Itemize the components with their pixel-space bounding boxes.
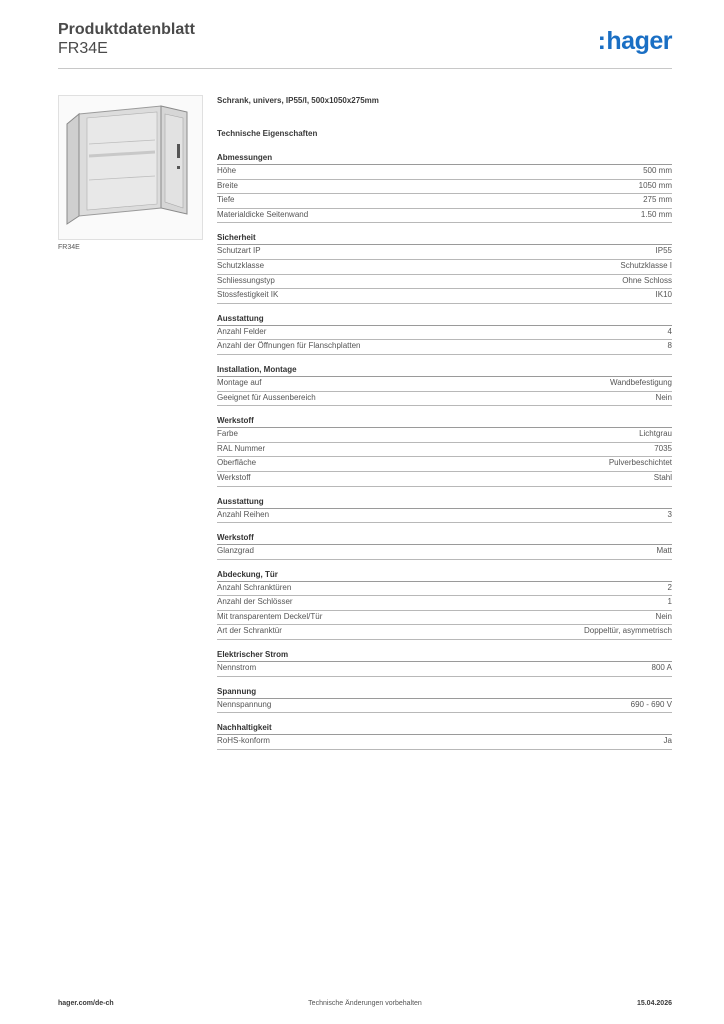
spec-value: 1050 mm (638, 180, 672, 190)
spec-row (217, 662, 672, 677)
spec-section (217, 233, 672, 303)
spec-value: Matt (656, 546, 672, 556)
cabinet-illustration (59, 96, 202, 239)
spec-row (217, 275, 672, 290)
spec-value: IP55 (655, 246, 672, 256)
spec-row (217, 457, 672, 472)
section-title: Abdeckung, Tür (217, 570, 672, 582)
spec-row (217, 596, 672, 611)
spec-value: 1.50 mm (640, 209, 672, 219)
spec-label: Breite (217, 180, 238, 190)
spec-row (217, 735, 672, 750)
tech-properties-title: Technische Eigenschaften (217, 129, 318, 138)
spec-label: Mit transparentem Deckel/Tür (217, 611, 323, 621)
spec-value: 1 (667, 597, 672, 607)
footer-date: 15.04.2026 (636, 1000, 672, 1007)
spec-section (217, 416, 672, 486)
spec-value: 500 mm (643, 166, 672, 175)
product-code: FR34E (58, 40, 108, 57)
spec-section (217, 153, 672, 223)
section-title: Werkstoff (217, 416, 672, 428)
spec-value: Nein (655, 392, 672, 402)
spec-section (217, 650, 672, 677)
spec-label: RAL Nummer (217, 443, 266, 453)
product-image (58, 95, 203, 240)
page-header (58, 20, 672, 69)
document-title: Produktdatenblatt (58, 21, 195, 38)
spec-section (217, 687, 672, 714)
spec-value: Lichtgrau (639, 429, 672, 439)
spec-row (217, 509, 672, 524)
spec-label: Anzahl Reihen (217, 509, 270, 519)
spec-label: Nennspannung (217, 699, 272, 709)
spec-value: 3 (667, 509, 672, 519)
spec-row (217, 165, 672, 180)
spec-row (217, 472, 672, 487)
spec-label: Geeignet für Aussenbereich (217, 392, 316, 402)
spec-label: Schliessungstyp (217, 275, 275, 285)
spec-row (217, 428, 672, 443)
footer-notice: Technische Änderungen vorbehalten (308, 1000, 422, 1007)
spec-label: RoHS-konform (217, 736, 270, 746)
spec-row (217, 289, 672, 304)
section-title: Elektrischer Strom (217, 650, 672, 662)
spec-label: Anzahl der Schlösser (217, 597, 293, 607)
spec-row (217, 377, 672, 392)
product-description: Schrank, univers, IP55/I, 500x1050x275mm (217, 96, 379, 105)
spec-row (217, 699, 672, 714)
spec-value: Schutzklasse I (620, 260, 672, 270)
spec-section (217, 497, 672, 524)
spec-row (217, 260, 672, 275)
spec-row (217, 194, 672, 209)
section-title: Ausstattung (217, 497, 672, 509)
spec-label: Glanzgrad (217, 546, 254, 556)
spec-value: Pulverbeschichtet (608, 458, 672, 468)
spec-label: Werkstoff (217, 472, 251, 482)
spec-sections (217, 153, 672, 750)
spec-label: Tiefe (217, 195, 235, 205)
spec-section (217, 365, 672, 406)
spec-value: Stahl (653, 472, 672, 482)
spec-content (217, 96, 672, 750)
spec-row (217, 209, 672, 224)
section-title: Sicherheit (217, 233, 672, 245)
spec-label: Anzahl der Öffnungen für Flanschplatten (217, 341, 361, 351)
spec-value: 275 mm (643, 195, 672, 205)
spec-row (217, 545, 672, 560)
spec-label: Montage auf (217, 377, 262, 387)
spec-label: Oberfläche (217, 458, 257, 468)
spec-row (217, 392, 672, 407)
section-title: Installation, Montage (217, 365, 672, 377)
spec-row (217, 625, 672, 640)
spec-label: Materialdicke Seitenwand (217, 209, 309, 219)
section-title: Ausstattung (217, 314, 672, 326)
spec-value: Wandbefestigung (610, 377, 672, 387)
spec-label: Nennstrom (217, 663, 257, 673)
logo-text: hager (606, 27, 672, 55)
spec-value: Doppeltür, asymmetrisch (583, 626, 672, 636)
spec-value: 8 (667, 341, 672, 351)
spec-label: Anzahl Felder (217, 326, 267, 336)
spec-row (217, 326, 672, 341)
spec-value: Ohne Schloss (622, 275, 672, 285)
spec-row (217, 180, 672, 195)
spec-value: 4 (667, 326, 672, 336)
spec-row (217, 611, 672, 626)
spec-value: Ja (663, 736, 672, 746)
section-title: Nachhaltigkeit (217, 723, 672, 735)
spec-label: Höhe (217, 166, 237, 175)
section-title: Werkstoff (217, 533, 672, 545)
hager-logo: :hager (597, 27, 672, 55)
image-caption: FR34E (58, 244, 80, 251)
spec-label: Art der Schranktür (217, 626, 282, 636)
spec-label: Anzahl Schranktüren (217, 582, 292, 592)
spec-value: IK10 (655, 290, 672, 300)
spec-row (217, 245, 672, 260)
section-title: Spannung (217, 687, 672, 699)
spec-label: Farbe (217, 429, 238, 439)
spec-value: 2 (667, 582, 672, 592)
section-title: Abmessungen (217, 153, 672, 165)
spec-row (217, 582, 672, 597)
spec-value: 690 - 690 V (630, 699, 672, 709)
spec-label: Schutzklasse (217, 260, 265, 270)
spec-label: Schutzart IP (217, 246, 261, 256)
spec-section (217, 723, 672, 750)
spec-value: 800 A (651, 663, 672, 673)
spec-section (217, 314, 672, 355)
spec-row (217, 340, 672, 355)
spec-label: Stossfestigkeit IK (217, 290, 279, 300)
spec-row (217, 443, 672, 458)
spec-value: 7035 (654, 443, 672, 453)
spec-section (217, 570, 672, 640)
footer-website[interactable]: hager.com/de-ch (58, 1000, 114, 1007)
spec-section (217, 533, 672, 560)
spec-value: Nein (655, 611, 672, 621)
